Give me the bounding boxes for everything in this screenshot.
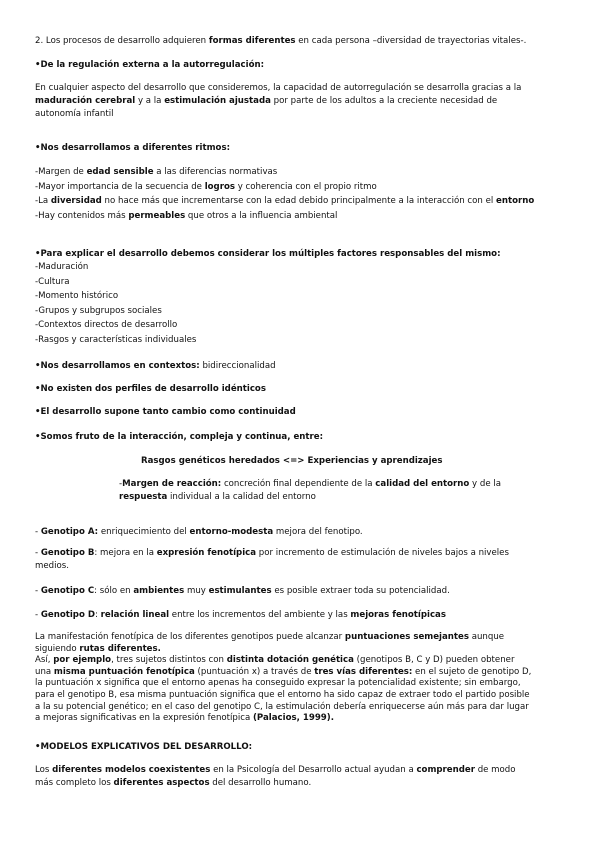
bold-text: rutas diferentes. [79,643,161,654]
text-line [35,678,565,690]
bold-text: entorno-modesta [189,527,274,537]
text-run: -Contextos directos de desarrollo [35,320,178,330]
text-run: - [35,548,41,558]
text-run: enriquecimiento del [98,527,190,537]
text-run: mejora del fenotipo. [273,527,363,537]
text-run: individual a la calidad del entorno [167,492,316,502]
manifestacion-paragraph [35,632,565,725]
heading-interaccion [35,430,565,445]
text-run: Así, [35,655,54,666]
bold-text: •Nos desarrollamos en contextos: [35,361,200,371]
text-line [35,740,565,755]
text-line [35,58,565,73]
list-item [35,194,565,209]
bold-text: entorno [496,196,535,206]
bold-text: Rasgos genéticos heredados <=> Experiencias y aprendizajes [141,456,443,466]
text-line [35,702,565,714]
bold-text: distinta dotación genética [226,655,354,666]
text-run: a la su potencial genético; en el caso del genotipo C, la estimulación debería enriquecerse aún más para dar lugar [35,701,529,712]
text-run: aunque [468,632,505,642]
text-run: entre los incrementos del ambiente y las [169,610,351,620]
bold-text: diferentes modelos coexistentes [52,765,211,775]
bold-text: Genotipo A: [40,527,99,537]
bold-text: •Somos fruto de la interacción, compleja y continua, entre: [35,432,324,442]
list-item [35,209,565,224]
bold-text: tres vías diferentes: [314,666,413,677]
ritmos-list [35,165,565,223]
text-run: no hace más que incrementarse con la edad debido principalmente a la interacción con el [101,196,497,206]
text-line [35,560,565,573]
list-item [35,318,565,333]
text-line [35,644,565,656]
text-run: : [94,610,101,620]
text-line [35,608,565,623]
bold-text: •Nos desarrollamos a diferentes ritmos: [35,143,231,153]
text-run: medios. [35,561,69,571]
list-item [35,180,565,195]
margen-reaccion [119,478,559,504]
bold-text: maduración cerebral [35,96,136,106]
text-run: en cada persona –diversidad de trayectorias vitales-. [295,36,527,46]
text-run: -Margen de [35,167,87,177]
text-run: para el genotipo B, esa misma puntuación significa que el entorno ha sido capaz de extraer todo el partido posible [35,689,530,700]
text-run: -Cultura [35,276,70,287]
text-line [35,764,565,777]
text-run: La manifestación fenotípica de los diferentes genotipos puede alcanzar [35,632,345,642]
heading-autorregulacion [35,58,565,73]
text-run: , tres sujetos distintos con [111,655,227,666]
text-line [35,632,565,644]
text-line [35,95,565,108]
factores-list [35,260,565,347]
list-item [35,289,565,304]
text-run: - [119,479,123,489]
bold-text: estimulantes [208,586,272,596]
text-run: la puntuación x significa que el entorno apenas ha conseguido expresar la potencialidad existente; sin embargo, [35,678,521,689]
text-run: más completo los [35,778,114,788]
text-run: del desarrollo humano. [209,778,312,788]
text-run: -Momento histórico [35,291,119,301]
text-line [35,405,565,420]
text-line [35,584,565,599]
text-run: - [35,586,41,596]
text-run: concreción final dependiente de la [221,479,376,489]
text-line [35,667,565,679]
text-run: bidireccionalidad [199,361,276,371]
text-run: (puntuación x) a través de [194,666,315,677]
bold-text: estimulación ajustada [164,96,271,106]
text-run: -Mayor importancia de la secuencia de [35,181,205,192]
heading-ritmos [35,141,565,156]
text-run: una [35,666,54,677]
text-line [35,525,565,540]
text-line [35,82,565,95]
bold-text: Genotipo D [40,610,95,620]
heading-perfiles [35,382,565,397]
bold-text: Genotipo B [40,548,95,558]
list-item [35,260,565,275]
bold-text: puntuaciones semejantes [344,632,469,642]
bold-text: respuesta [119,492,168,502]
list-item [35,275,565,290]
bold-text: calidad del entorno [375,479,470,489]
bold-text: •Para explicar el desarrollo debemos considerar los múltiples factores responsables del mismo: [35,249,501,259]
text-line [141,454,541,469]
text-run: que otros a la influencia ambiental [185,210,338,221]
text-line [119,491,559,504]
bold-text: comprender [416,765,475,775]
text-run: en el sujeto de genotipo D, [412,666,532,677]
bold-text: permeables [128,210,186,221]
bold-text: misma puntuación fenotípica [53,666,195,677]
text-run: : sólo en [94,586,134,596]
bold-text: •MODELOS EXPLICATIVOS DEL DESARROLLO: [35,742,253,752]
text-line [35,359,565,374]
genotipo-a [35,525,565,540]
text-line [35,34,565,49]
text-run: (genotipos B, C y D) pueden obtener [353,655,515,666]
bold-text: •No existen dos perfiles de desarrollo idénticos [35,384,266,394]
genotipo-b [35,547,565,573]
text-run: - [35,610,41,620]
text-run: y coherencia con el propio ritmo [234,181,377,192]
text-run: de modo [474,765,516,775]
text-line [35,713,565,725]
text-run: por incremento de estimulación de niveles bajos a niveles [256,548,509,558]
bold-text: diferentes aspectos [113,778,210,788]
text-line [35,108,565,121]
modelos-paragraph [35,764,565,790]
bold-text: •De la regulación externa a la autorregulación: [35,60,265,70]
text-run: -Hay contenidos más [35,210,129,221]
text-run: En cualquier aspecto del desarrollo que consideremos, la capacidad de autorregulación se desarrolla gracias a la [35,83,522,93]
text-line [35,777,565,790]
text-run: -Maduración [35,262,89,272]
text-run: -Grupos y subgrupos sociales [35,305,162,316]
text-run: - [35,527,41,537]
heading-modelos [35,740,565,755]
text-run: a las diferencias normativas [153,167,278,177]
bold-text: •El desarrollo supone tanto cambio como continuidad [35,407,296,417]
text-run: y de la [469,479,501,489]
bold-text: expresión fenotípica [156,548,257,558]
bold-text: diversidad [50,196,102,206]
text-run: Los [35,765,53,775]
text-run: muy [184,586,209,596]
bold-text: mejoras fenotípicas [350,610,446,620]
bold-text: formas diferentes [208,36,296,46]
bold-text: (Palacios, 1999). [253,713,334,724]
heading-contextos [35,359,565,374]
bold-text: ambientes [133,586,185,596]
text-run: : mejora en la [94,548,157,558]
text-run: siguiendo [35,643,80,654]
heading-cambio [35,405,565,420]
list-item [35,304,565,319]
rasgos-line [141,454,541,469]
text-run: en la Psicología del Desarrollo actual ayudan a [210,765,417,775]
text-run: es posible extraer toda su potencialidad. [271,586,450,596]
autorregulacion-paragraph [35,82,565,121]
text-run: y a la [135,96,165,106]
text-line [35,690,565,702]
list-item [35,165,565,180]
text-run: por parte de los adultos a la creciente necesidad de [270,96,498,106]
text-line [35,141,565,156]
text-run: autonomía infantil [35,109,114,119]
text-run: -La [35,196,51,206]
text-line [35,547,565,560]
text-line [119,478,559,491]
text-run: -Rasgos y características individuales [35,334,197,345]
bold-text: Margen de reacción: [122,479,222,489]
text-line [35,655,565,667]
bold-text: logros [204,181,235,192]
bold-text: edad sensible [86,167,154,177]
genotipo-c [35,584,565,599]
text-line [35,430,565,445]
intro-paragraph [35,34,565,49]
genotipo-d [35,608,565,623]
text-line [35,382,565,397]
text-run: 2. Los procesos de desarrollo adquieren [35,36,209,46]
bold-text: Genotipo C [40,586,95,596]
bold-text: por ejemplo [53,655,112,666]
text-run: a mejoras significativas en la expresión fenotípica [35,713,253,724]
list-item [35,333,565,348]
bold-text: relación lineal [100,610,170,620]
